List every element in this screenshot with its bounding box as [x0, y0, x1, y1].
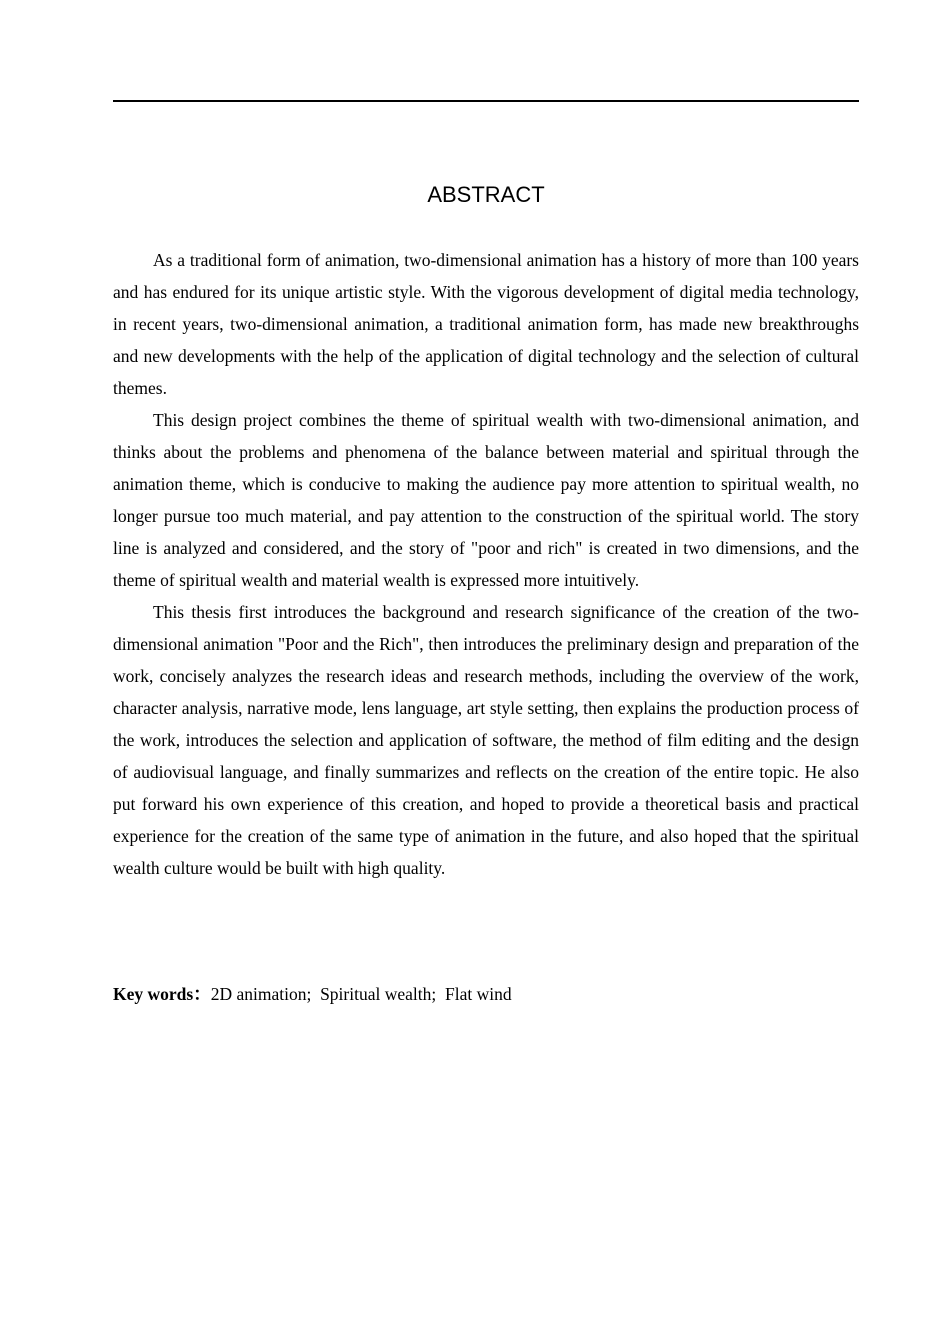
- keywords-label: Key words: [113, 984, 194, 1004]
- header-rule: [113, 100, 859, 102]
- keywords-line: [113, 978, 859, 1010]
- abstract-paragraph-2: This design project combines the theme of spiritual wealth with two-dimensional animation, and thinks about the problems and phenomena of the balance between material and spiritual through the animation theme, which is conducive to making the audience pay more attention to spiritual wealth, no longer pursue too much material, and pay attention to the construction of the spiritual world. The story line is analyzed and considered, and the story of "poor and rich" is created in two dimensions, and the theme of spiritual wealth and material wealth is expressed more intuitively.: [113, 410, 859, 590]
- keywords-separator: ：: [193, 984, 211, 1004]
- abstract-paragraph-1: As a traditional form of animation, two-dimensional animation has a history of more than 100 years and has endured for its unique artistic style. With the vigorous development of digital media technology, in recent years, two-dimensional animation, a traditional animation form, has made new breakthroughs and new developments with the help of the application of digital technology and the selection of cultural themes.: [113, 250, 859, 398]
- abstract-body: [113, 244, 859, 884]
- keyword-item: 2D animation;: [210, 984, 312, 1004]
- abstract-paragraph-3: This thesis first introduces the background and research significance of the creation of the two-dimensional animation "Poor and the Rich", then introduces the preliminary design and preparation of the work, concisely analyzes the research ideas and research methods, including the overview of the work, character analysis, narrative mode, lens language, art style setting, then explains the production process of the work, introduces the selection and application of software, the method of film editing and the design of audiovisual language, and finally summarizes and reflects on the creation of the entire topic. He also put forward his own experience of this creation, and hoped to provide a theoretical basis and practical experience for the creation of the same type of animation in the future, and also hoped that the spiritual wealth culture would be built with high quality.: [113, 602, 859, 878]
- keyword-item: Spiritual wealth;: [320, 984, 437, 1004]
- keyword-item: Flat wind: [444, 984, 512, 1004]
- abstract-title: ABSTRACT: [427, 182, 545, 207]
